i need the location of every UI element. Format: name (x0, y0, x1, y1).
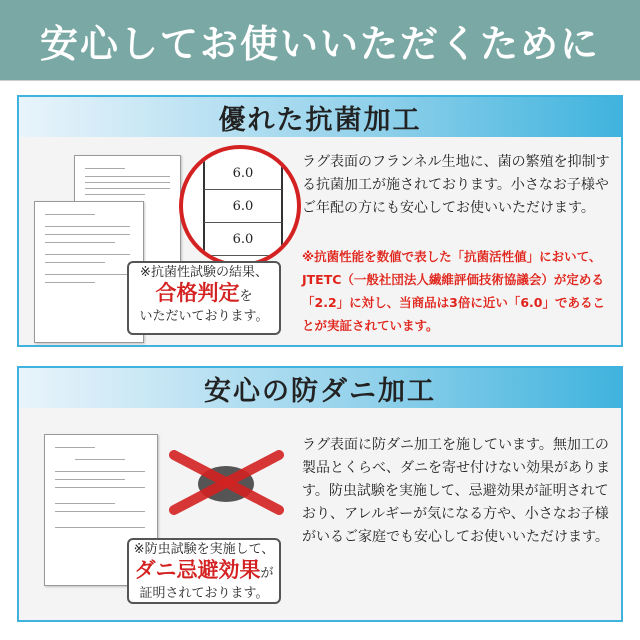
anti-mite-description: ラグ表面に防ダニ加工を施しています。無加工の製品とくらべ、ダニを寄せ付けない効果があります。防虫試験を実施して、忌避効果が証明されており、アレルギーが気になる方や、小さなお子様がいるご家庭でも安心してお使いいただけます。 (302, 437, 610, 545)
callout-highlight: 合格判定 (155, 281, 240, 305)
callout-highlight: ダニ忌避効果 (134, 558, 261, 582)
divider (0, 80, 640, 81)
mite-callout (127, 538, 281, 604)
antibacterial-card (17, 95, 623, 347)
anti-mite-title: 安心の防ダニ加工 (204, 375, 436, 407)
page-header (0, 0, 640, 80)
callout-suffix: を (239, 289, 253, 304)
callout-suffix: が (260, 566, 274, 581)
antibacterial-note: ※抗菌性能を数値で表した「抗菌活性値」において、JTETC（一般社団法人繊維評価技術協議会）が定める「2.2」に対し、当商品は3倍に近い「6.0」であることが実証されています。 (302, 249, 605, 333)
callout-line: ※防虫試験を実施して、 (133, 542, 275, 557)
result-value: 6.0 (203, 157, 283, 190)
pass-callout (127, 261, 281, 335)
page-title: 安心してお使いいただくために (39, 21, 600, 66)
antibacterial-title: 優れた抗菌加工 (218, 104, 422, 136)
test-result-zoom (179, 145, 301, 267)
callout-line: 証明されております。 (139, 586, 269, 601)
result-value: 6.0 (203, 223, 283, 256)
result-value: 6.0 (203, 190, 283, 223)
callout-line: いただいております。 (139, 309, 269, 324)
antibacterial-title-bar (19, 97, 621, 137)
antibacterial-description: ラグ表面のフランネル生地に、菌の繁殖を抑制する抗菌加工が施されております。小さなお子様やご年配の方にも安心してお使いいただけます。 (302, 154, 610, 216)
anti-mite-title-bar (19, 368, 621, 408)
tick-crossed-icon (169, 450, 284, 515)
anti-mite-card (17, 366, 623, 622)
callout-line: ※抗菌性試験の結果、 (140, 265, 268, 280)
